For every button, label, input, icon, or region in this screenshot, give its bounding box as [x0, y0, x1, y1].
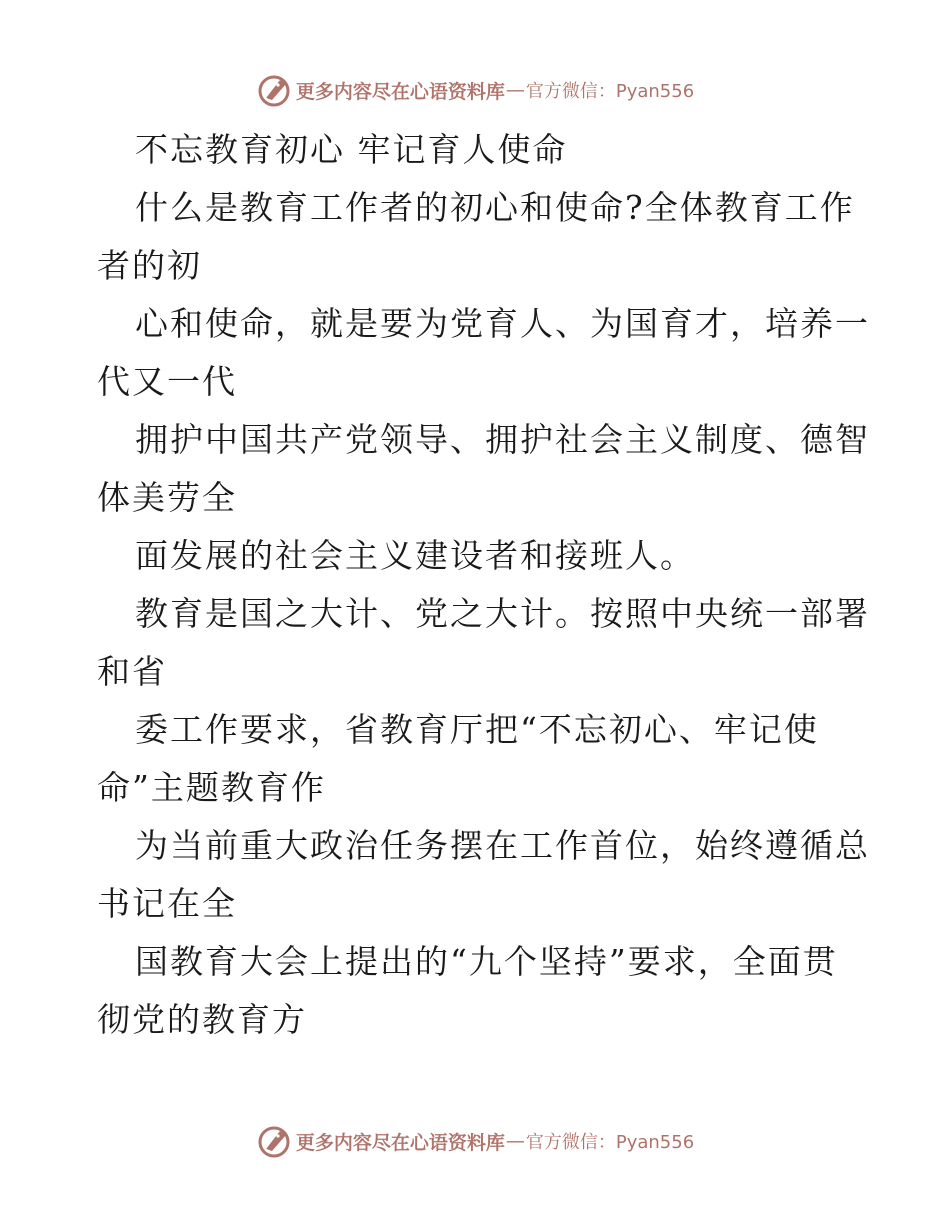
paragraph-line: 面发展的社会主义建设者和接班人。: [135, 536, 695, 575]
pen-nib-circle-icon: [256, 1123, 292, 1159]
pen-nib-circle-icon: [256, 72, 292, 108]
paragraph-line: 者的初: [97, 246, 202, 285]
footer-watermark: [0, 1121, 950, 1161]
paragraph-line: 代又一代: [97, 362, 237, 401]
paragraph-line: 国教育大会上提出的“九个坚持”要求，全面贯: [135, 942, 838, 981]
document-body: [97, 121, 870, 1049]
document-title: 不忘教育初心 牢记育人使命: [135, 130, 568, 169]
paragraph-line: 教育是国之大计、党之大计。按照中央统一部署: [135, 594, 870, 633]
watermark-brand: 更多内容尽在心语资料库: [295, 1131, 505, 1154]
watermark-separator: —: [505, 79, 525, 101]
paragraph-line: 什么是教育工作者的初心和使命?全体教育工作: [135, 188, 855, 227]
watermark-contact: 官方微信：Pyan556: [525, 1132, 695, 1153]
paragraph-line: 命”主题教育作: [97, 768, 326, 807]
watermark-contact: 官方微信：Pyan556: [525, 81, 695, 102]
paragraph-line: 和省: [97, 652, 167, 691]
header-watermark: [0, 70, 950, 110]
paragraph-line: 心和使命，就是要为党育人、为国育才，培养一: [135, 304, 870, 343]
paragraph-line: 为当前重大政治任务摆在工作首位，始终遵循总: [135, 826, 870, 865]
watermark-brand: 更多内容尽在心语资料库: [295, 80, 505, 103]
paragraph-line: 拥护中国共产党领导、拥护社会主义制度、德智: [135, 420, 870, 459]
paragraph-line: 委工作要求，省教育厅把“不忘初心、牢记使: [135, 710, 819, 749]
paragraph-line: 彻党的教育方: [97, 1000, 307, 1039]
paragraph-line: 书记在全: [97, 884, 237, 923]
paragraph-line: 体美劳全: [97, 478, 237, 517]
watermark-separator: —: [505, 1130, 525, 1152]
